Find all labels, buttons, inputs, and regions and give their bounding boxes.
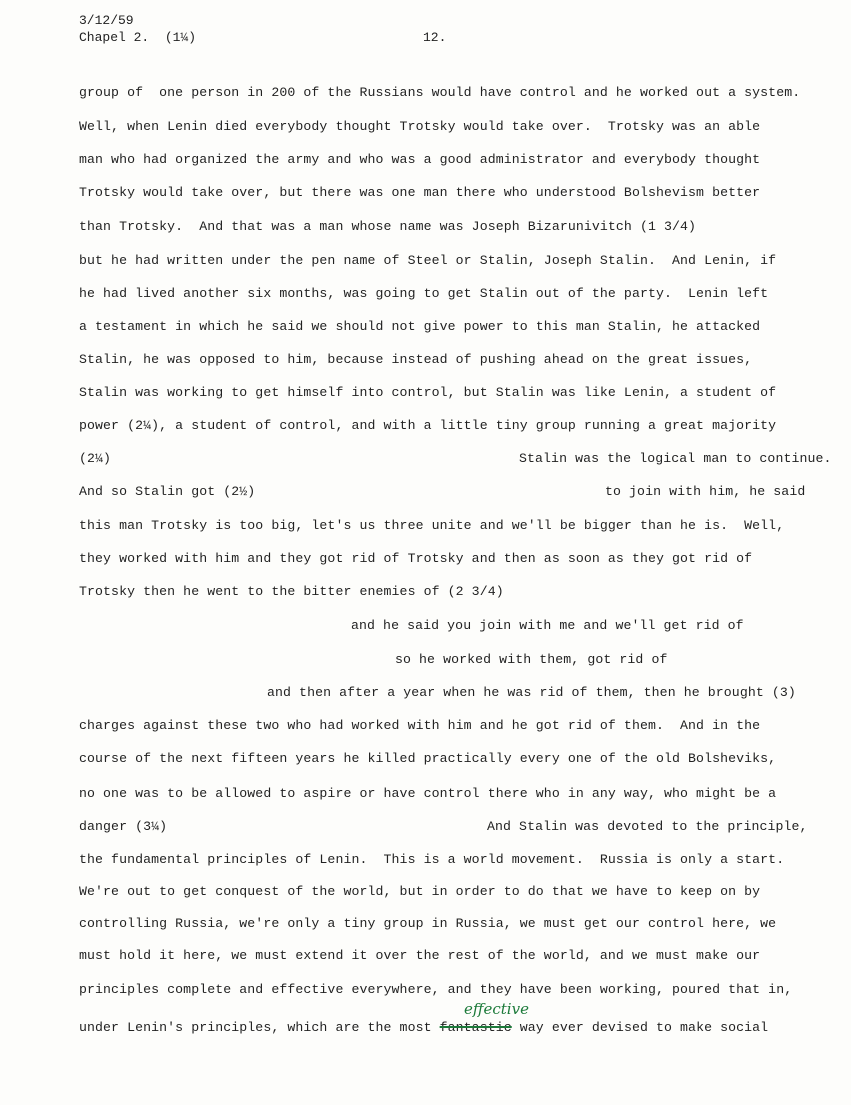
body-line: controlling Russia, we're only a tiny group in Russia, we must get our control here, we: [79, 916, 777, 931]
last-line-after: way ever devised to make social: [511, 1020, 769, 1035]
body-line: than Trotsky. And that was a man whose name was Joseph Bizarunivitch (1 3/4): [79, 219, 697, 234]
body-line: And Stalin was devoted to the principle,: [487, 819, 808, 834]
body-line: Well, when Lenin died everybody thought Trotsky would take over. Trotsky was an able: [79, 119, 761, 134]
body-line: Trotsky then he went to the bitter enemies of (2 3/4): [79, 584, 504, 599]
body-line: principles complete and effective everywhere, and they have been working, poured that in,: [79, 982, 793, 997]
body-line: Trotsky would take over, but there was one man there who understood Bolshevism better: [79, 185, 761, 200]
body-line: and he said you join with me and we'll get rid of: [351, 618, 744, 633]
body-line: and then after a year when he was rid of them, then he brought (3): [267, 685, 796, 700]
body-line: We're out to get conquest of the world, but in order to do that we have to keep on by: [79, 884, 761, 899]
body-line: no one was to be allowed to aspire or have control there who in any way, who might be a: [79, 786, 777, 801]
page-number: 12.: [423, 30, 447, 45]
last-line-before: under Lenin's principles, which are the most: [79, 1020, 440, 1035]
body-line-last: [79, 1020, 768, 1036]
handwritten-correction: effective: [464, 1000, 529, 1018]
body-line: course of the next fifteen years he killed practically every one of the old Bolsheviks,: [79, 751, 777, 766]
body-line: he had lived another six months, was going to get Stalin out of the party. Lenin left: [79, 286, 769, 301]
body-line: so he worked with them, got rid of: [395, 652, 668, 667]
body-line: power (2¼), a student of control, and with a little tiny group running a great majority: [79, 418, 777, 433]
body-line: danger (3¼): [79, 819, 168, 834]
body-line: but he had written under the pen name of Steel or Stalin, Joseph Stalin. And Lenin, if: [79, 253, 777, 268]
header-date: 3/12/59: [79, 13, 134, 28]
header-chapel: Chapel 2. (1¼): [79, 30, 197, 45]
body-line: Stalin, he was opposed to him, because instead of pushing ahead on the great issues,: [79, 352, 753, 367]
body-line: Stalin was working to get himself into control, but Stalin was like Lenin, a student of: [79, 385, 777, 400]
body-line: man who had organized the army and who was a good administrator and everybody thought: [79, 152, 761, 167]
body-line: they worked with him and they got rid of Trotsky and then as soon as they got rid of: [79, 551, 753, 566]
body-line: group of one person in 200 of the Russians would have control and he worked out a system.: [79, 85, 801, 100]
body-line: must hold it here, we must extend it over the rest of the world, and we must make our: [79, 948, 761, 963]
body-line: this man Trotsky is too big, let's us three unite and we'll be bigger than he is. Well,: [79, 518, 785, 533]
struck-word: fantastic: [439, 1020, 512, 1035]
body-line: And so Stalin got (2½): [79, 484, 256, 499]
body-line: charges against these two who had worked with him and he got rid of them. And in the: [79, 718, 761, 733]
body-line: Stalin was the logical man to continue.: [519, 451, 832, 466]
body-line: a testament in which he said we should not give power to this man Stalin, he attacked: [79, 319, 761, 334]
body-line: (2¼): [79, 451, 112, 466]
body-line: to join with him, he said: [605, 484, 806, 499]
body-line: the fundamental principles of Lenin. This is a world movement. Russia is only a start.: [79, 852, 785, 867]
